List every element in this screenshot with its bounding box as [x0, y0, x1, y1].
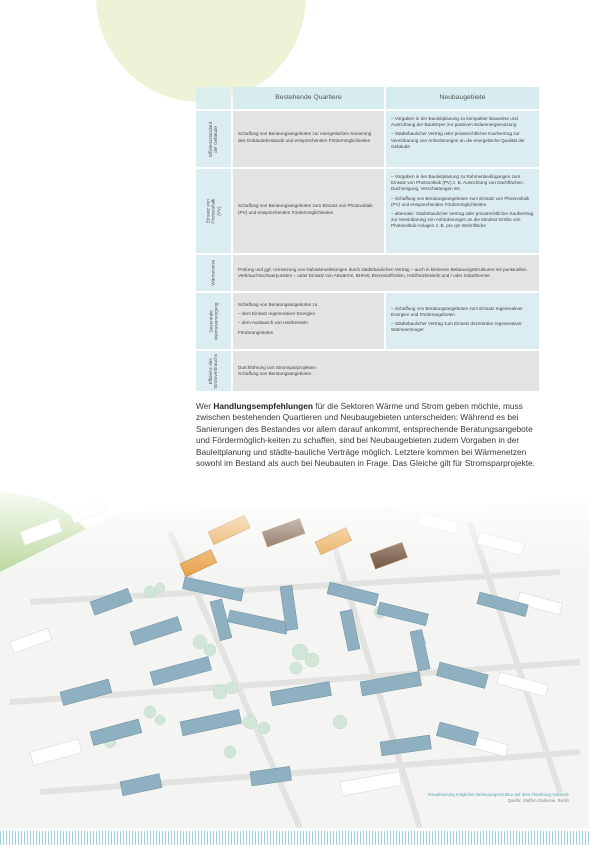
cell-full [233, 351, 539, 391]
cell-new: – Schaffung von Beratungsangeboten zum Einsatz regenerativer Energien und Förderangeboten – Städtebaulicher Vertrag zum Einsatz dezentraler regenerativer Wärmeerzeuger [386, 293, 539, 349]
table-header [196, 87, 539, 109]
image-caption [428, 792, 569, 804]
cell-line: Schaffung von Beratungsangeboten [238, 371, 312, 376]
neighborhood-illustration [0, 492, 589, 828]
cell-full: Prüfung und ggf. Umsetzung von Nahwärmelösungen durch städtebaulichen Vertrag – auch in kleineren Bebauungsstrukturen mit punktuellen Verbrauchsschwerpunkten – unter Einsatz von Abwärme, BHKW, Brennstoffzellen, Holzheizkesseln und / oder Solarthermie [233, 255, 539, 291]
row-label: Einsatz von Photovoltaik (PV) [196, 169, 231, 253]
row-label: Effizienz des Stromverbrauchs [196, 351, 231, 391]
list-item: – dem Einsatz regenerativer Energien [238, 311, 317, 317]
table-row [196, 169, 539, 253]
cell-line: Durchführung von Stromsparprojekten [238, 364, 316, 370]
row-label: Effizienzstandard der Gebäude [196, 111, 231, 167]
cell-existing: Schaffung von Beratungsangeboten zum Einsatz von Photovoltaik (PV) und entsprechenden Fördermöglichkeiten [233, 169, 384, 253]
row-label: Wärmenetze [196, 255, 231, 291]
cell-existing [233, 293, 384, 349]
cell-existing: Schaffung von Beratungsangeboten zur energetischen Sanierung des Gebäudebestands und entsprechenden Fördermöglichkeiten [233, 111, 384, 167]
table-row [196, 255, 539, 291]
list-item: – dem Austausch von Heizkesseln [238, 320, 317, 326]
caption-title: Visualisierung möglicher Bebauungsstruktur auf dem Flamboog-Gelände [427, 792, 569, 797]
cell-new: – Vorgaben in der Bauleitplanung zu kompakter Bauweise und Ausrichtung der Baukörper zur passiven Solarenergienutzung – Städtebaulicher Vertrag oder privatrechtlicher Kaufvertrag zur Vereinbarung von Anforderungen an die energetische Qualität der Gebäude [386, 111, 539, 167]
caption-source: Quelle: Steffen Gallenne, Berlin [507, 798, 569, 803]
col-header-existing: Bestehende Quartiere [233, 87, 384, 109]
row-label: Dezentrale Wärmeversorgung [196, 293, 231, 349]
table-row [196, 351, 539, 391]
cell-new: – Vorgaben in der Bauleitplanung zu Rahmenbedingungen zum Einsatz von Photovoltaik (PV) z. B. Ausrichtung von Dachflächen, Dachneigung, Verschattungen etc. – Schaffung von Beratungsangeboten zum Einsatz von Photovoltaik (PV) und entsprechenden Fördermöglichkeiten – alternativ: Städtebaulicher Vertrag oder privatrechtlicher Kaufvertrag zur Vereinbarung von Anforderungen an die Mindest-Größe von Photovoltaik-Anlagen z. B. pro qm Wohnfläche [386, 169, 539, 253]
col-header-new: Neubaugebiete [386, 87, 539, 109]
footer-stripes [0, 831, 589, 845]
list-item: Förderangeboten [238, 329, 274, 335]
recommendations-table [196, 87, 539, 393]
table-row [196, 293, 539, 349]
table-corner [196, 87, 231, 109]
cell-intro: Schaffung von Beratungsangeboten zu [238, 302, 318, 307]
table-row [196, 111, 539, 167]
body-paragraph: Wer Handlungsempfehlungen für die Sektoren Wärme und Strom geben möchte, muss zwischen bestehenden Quartieren und Neubaugebieten unterscheiden: Während es bei Sanierungen des Bestandes vor allem darauf ankommt, entsprechende Beratungsangebote und Fördermöglich-keiten zu schaffen, sind bei Neubaugebieten zudem Vorgaben in der Bauleitplanung und städte-bauliche Verträge möglich. Letztere kommen bei Wärmenetzen sowohl im Bestand als auch bei Neubauten in Frage. Das Gleiche gilt für Stromsparprojekte. [196, 401, 535, 469]
